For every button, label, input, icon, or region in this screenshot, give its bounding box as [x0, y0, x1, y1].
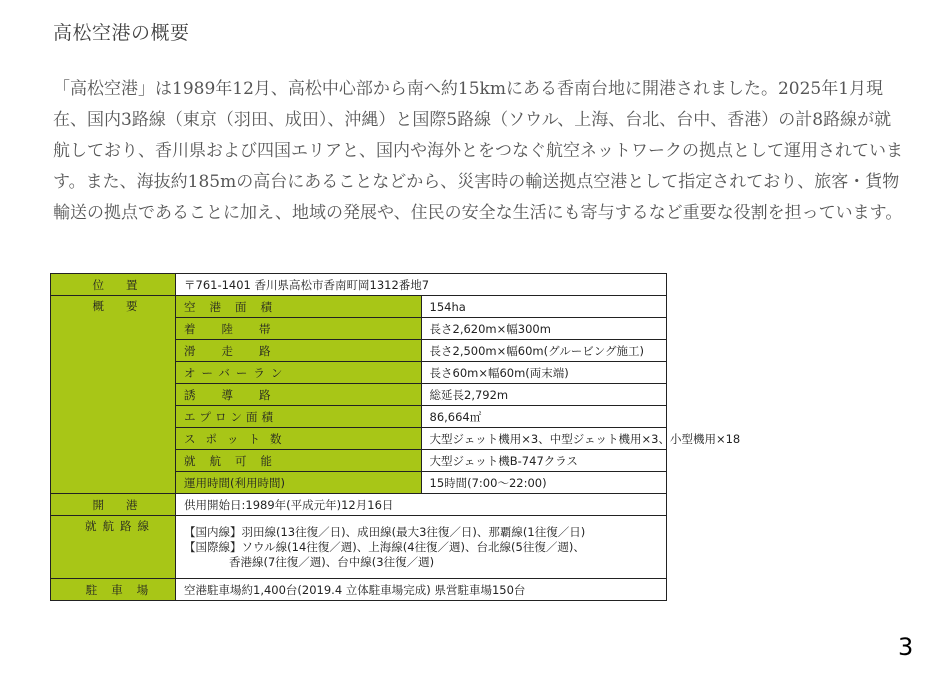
routes-international: 【国際線】ソウル線(14往復／週)、上海線(4往復／週)、台北線(5往復／週)、: [184, 539, 585, 554]
location-label: 位置: [51, 274, 176, 296]
table-row-opening: [51, 494, 667, 516]
overview-row-value: 86,664㎡: [421, 406, 667, 428]
overview-row-value: 長さ60m×幅60m(両末端): [421, 362, 667, 384]
page-title: 高松空港の概要: [53, 22, 190, 44]
overview-row-label: 空港面積: [176, 296, 422, 318]
page-number: 3: [898, 633, 914, 661]
airport-summary-table: [50, 273, 741, 601]
table-row-routes: [51, 516, 667, 579]
overview-row-value: 総延長2,792m: [421, 384, 667, 406]
location-value: 〒761-1401 香川県高松市香南町岡1312番地7: [176, 274, 667, 296]
opening-value: 供用開始日:1989年(平成元年)12月16日: [176, 494, 667, 516]
intro-paragraph: 「高松空港」は1989年12月、高松中心部から南へ約15kmにある香南台地に開港されました。2025年1月現在、国内3路線（東京（羽田、成田）、沖縄）と国際5路線（ソウル、上海、台北、台中、香港）の計8路線が就航しており、香川県および四国エリアと、国内や海外とをつなぐ航空ネットワークの拠点として運用されています。また、海抜約185mの高台にあることなどから、災害時の輸送拠点空港として指定されており、旅客・貨物輸送の拠点であることに加え、地域の発展や、住民の安全な生活にも寄与するなど重要な役割を担っています。: [53, 79, 903, 223]
overview-row-label: 運用時間(利用時間): [176, 472, 422, 494]
overview-row-value: 長さ2,500m×幅60m(グルービング施工): [421, 340, 667, 362]
overview-row-label: スポット数: [176, 428, 422, 450]
overview-label: 概要: [51, 296, 176, 494]
routes-value: [176, 516, 667, 579]
routes-international-cont: 香港線(7往復／週)、台中線(3往復／週): [229, 554, 435, 569]
parking-label: 駐車場: [51, 579, 176, 601]
overview-row-value: 長さ2,620m×幅300m: [421, 318, 667, 340]
overview-row-label: 就航可能: [176, 450, 422, 472]
overview-row-value: 154ha: [421, 296, 667, 318]
overview-row-value: 大型ジェット機B-747クラス: [421, 450, 667, 472]
overview-row-value: 大型ジェット機用×3、中型ジェット機用×3、小型機用×18: [421, 428, 667, 450]
table-row-parking: [51, 579, 667, 601]
overview-row-label: エプロン面積: [176, 406, 422, 428]
routes-domestic: 【国内線】羽田線(13往復／日)、成田線(最大3往復／日)、那覇線(1往復／日): [184, 524, 586, 539]
opening-label: 開港: [51, 494, 176, 516]
routes-label: 就航路線: [51, 516, 176, 579]
overview-row-label: オーバーラン: [176, 362, 422, 384]
overview-row-label: 誘導路: [176, 384, 422, 406]
overview-row-value: 15時間(7:00～22:00): [421, 472, 667, 494]
overview-row-label: 滑走路: [176, 340, 422, 362]
table-row-overview: [51, 296, 667, 318]
table-row-location: [51, 274, 667, 296]
parking-value: 空港駐車場約1,400台(2019.4 立体駐車場完成) 県営駐車場150台: [176, 579, 667, 601]
overview-row-label: 着陸帯: [176, 318, 422, 340]
